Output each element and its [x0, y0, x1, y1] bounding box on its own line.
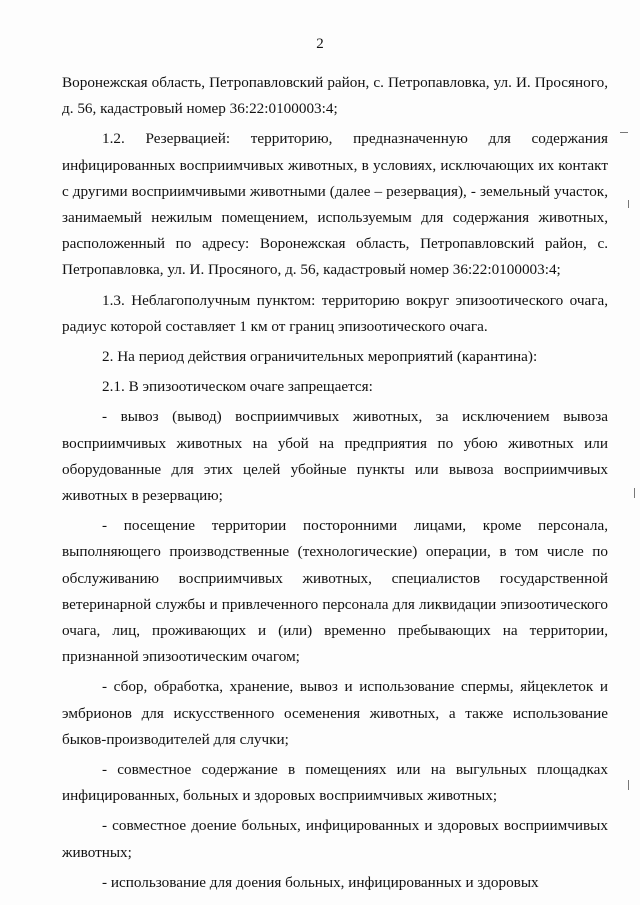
paragraph-address-continuation: Воронежская область, Петропавловский район, с. Петропавловка, ул. И. Просяного, д. 56, кадастровый номер 36:22:0100003:4;: [62, 74, 608, 118]
paragraph-1-3-affected-point: 1.3. Неблагополучным пунктом: территорию вокруг эпизоотического очага, радиус которой составляет 1 км от границ эпизоотического очага.: [62, 291, 608, 335]
paragraph-2-quarantine-period: 2. На период действия ограничительных мероприятий (карантина):: [102, 348, 538, 366]
paragraph-2-1-prohibitions: 2.1. В эпизоотическом очаге запрещается:: [102, 378, 373, 396]
list-item-sperm-collection: - сбор, обработка, хранение, вывоз и использование спермы, яйцеклеток и эмбрионов для искусственного осеменения животных, а также использование быков-производителей для случки;: [62, 678, 608, 748]
scan-mark: [634, 488, 635, 498]
list-item-milking-usage: - использование для доения больных, инфицированных и здоровых: [102, 873, 539, 891]
scan-mark: [620, 132, 628, 133]
list-item-visiting: - посещение территории посторонними лицами, кроме персонала, выполняющего производственные (технологические) операции, в том числе по обслуживанию восприимчивых животных, специалистов государственной ветеринарной службы и привлеченного персонала для ликвидации эпизоотического очага, лиц, проживающих и (или) временно пребывающих на территории, признанной эпизоотическим очагом;: [62, 517, 608, 666]
scan-mark: [628, 200, 629, 208]
page-number: 2: [316, 36, 324, 52]
document-body: [62, 70, 608, 900]
paragraph-1-2-reservation: 1.2. Резервацией: территорию, предназначенную для содержания инфицированных восприимчивых животных, в условиях, исключающих их контакт с другими восприимчивыми животными (далее – резервация), - земельный участок, занимаемый нежилым помещением, используемым для содержания животных, расположенный по адресу: Воронежская область, Петропавловский район, с. Петропавловка, ул. И. Просяного, д. 56, кадастровый номер 36:22:0100003:4;: [62, 130, 608, 279]
list-item-joint-milking: - совместное доение больных, инфицированных и здоровых восприимчивых животных;: [62, 817, 608, 861]
list-item-joint-keeping: - совместное содержание в помещениях или на выгульных площадках инфицированных, больных и здоровых восприимчивых животных;: [62, 761, 608, 805]
list-item-removal: - вывоз (вывод) восприимчивых животных, за исключением вывоза восприимчивых животных на убой на предприятия по убою животных или оборудованные для этих целей убойные пункты или вывоза восприимчивых животных в резервацию;: [62, 408, 608, 505]
scan-mark: [628, 780, 629, 790]
